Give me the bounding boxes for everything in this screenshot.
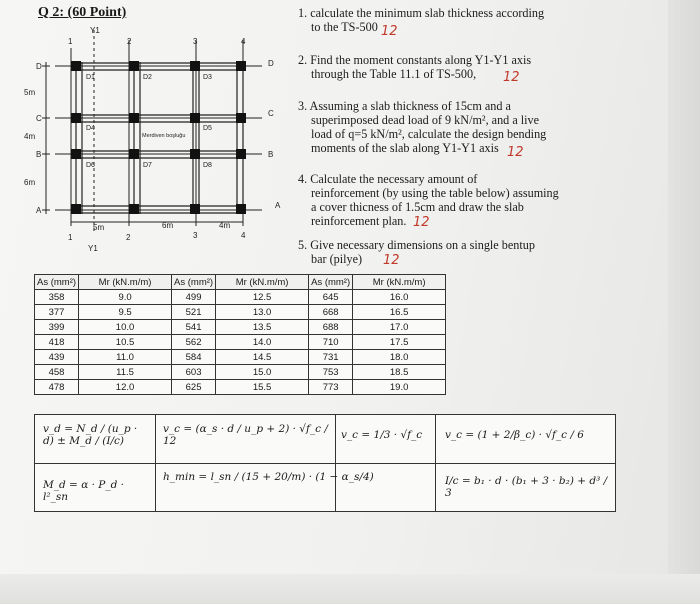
table-cell: 458	[35, 365, 79, 380]
table-cell: 399	[35, 320, 79, 335]
table-cell: 688	[309, 320, 353, 335]
slab-label-d7: D7	[143, 162, 152, 169]
table-header: Mr (kN.m/m)	[353, 275, 446, 290]
question-1-line-2: to the TS-500	[311, 20, 378, 34]
table-cell: 15.5	[216, 380, 309, 395]
axis-label-left-d: D	[36, 62, 42, 71]
table-cell: 603	[172, 365, 216, 380]
axis-label-top-3: 3	[193, 37, 198, 46]
question-title: Q 2: (60 Point)	[38, 5, 127, 20]
slab-label-d5: D5	[203, 125, 212, 132]
table-header: Mr (kN.m/m)	[216, 275, 309, 290]
table-header: As (mm²)	[309, 275, 353, 290]
table-cell: 16.0	[353, 290, 446, 305]
table-cell: 773	[309, 380, 353, 395]
table-header: As (mm²)	[172, 275, 216, 290]
table-cell: 15.0	[216, 365, 309, 380]
question-3-line-4: moments of the slab along Y1-Y1 axis	[311, 141, 499, 155]
table-cell: 12.0	[79, 380, 172, 395]
axis-label-top-y1: Y1	[90, 26, 100, 35]
table-cell: 9.0	[79, 290, 172, 305]
axis-label-bottom-2: 2	[126, 233, 131, 242]
slab-label-d3: D3	[203, 74, 212, 81]
formula-divider	[35, 463, 615, 464]
table-cell: 377	[35, 305, 79, 320]
slab-label-d4: D4	[86, 125, 95, 132]
question-3-line-1: 3. Assuming a slab thickness of 15cm and a	[298, 99, 511, 113]
table-cell: 16.5	[353, 305, 446, 320]
span-label-vertical-3: 6m	[24, 178, 36, 187]
handwritten-mark-2: 12	[503, 70, 520, 85]
slab-label-d8: D8	[203, 162, 212, 169]
formula-ic: I/c = b₁ · d · (b₁ + 3 · b₂) + d³ / 3	[445, 475, 608, 499]
table-row	[35, 305, 446, 320]
span-label-horizontal-1: 5m	[93, 223, 105, 232]
span-label-horizontal-2: 6m	[162, 221, 174, 230]
question-1-line-1: 1. calculate the minimum slab thickness according	[298, 6, 545, 20]
axis-label-right-b: B	[268, 150, 274, 159]
formula-vc-2: v_c = 1/3 · √f_c	[341, 429, 423, 441]
formula-md: M_d = α · P_d · l²_sn	[43, 479, 125, 503]
stairwell-note: Merdiven boşluğu	[142, 133, 186, 139]
table-cell: 18.0	[353, 350, 446, 365]
table-row	[35, 290, 446, 305]
handwritten-mark-4: 12	[413, 215, 430, 230]
question-5-line-2: bar (pilye)	[311, 252, 363, 266]
table-cell: 584	[172, 350, 216, 365]
question-5-line-1: 5. Give necessary dimensions on a single bentup	[298, 238, 535, 252]
slab-label-d1: D1	[86, 74, 95, 81]
question-2	[298, 53, 531, 81]
slab-label-d2: D2	[143, 74, 152, 81]
table-cell: 14.0	[216, 335, 309, 350]
table-cell: 11.5	[79, 365, 172, 380]
axis-label-top-2: 2	[127, 37, 132, 46]
table-cell: 521	[172, 305, 216, 320]
axis-label-left-c: C	[36, 114, 42, 123]
table-cell: 17.5	[353, 335, 446, 350]
table-cell: 19.0	[353, 380, 446, 395]
table-row	[35, 350, 446, 365]
handwritten-mark-3: 12	[507, 145, 524, 160]
slab-label-d6: D6	[86, 162, 95, 169]
table-cell: 358	[35, 290, 79, 305]
table-cell: 562	[172, 335, 216, 350]
question-3-line-2: superimposed dead load of 9 kN/m², and a live	[311, 113, 540, 127]
table-cell: 541	[172, 320, 216, 335]
axis-label-left-a: A	[36, 206, 42, 215]
axis-label-left-b: B	[36, 150, 42, 159]
table-cell: 478	[35, 380, 79, 395]
axis-label-right-d: D	[268, 59, 274, 68]
axis-label-bottom-1: 1	[68, 233, 73, 242]
question-5	[298, 238, 535, 266]
question-4-line-1: 4. Calculate the necessary amount of	[298, 172, 478, 186]
span-label-vertical-2: 4m	[24, 132, 36, 141]
handwritten-mark-5: 12	[383, 253, 400, 268]
formula-vd: v_d = N_d / (u_p · d) ± M_d / (I/c)	[43, 423, 138, 447]
axis-label-top-4: 4	[241, 37, 246, 46]
question-3-line-3: load of q=5 kN/m², calculate the design bending	[311, 127, 547, 141]
table-cell: 668	[309, 305, 353, 320]
table-row	[35, 320, 446, 335]
question-2-line-1: 2. Find the moment constants along Y1-Y1 axis	[298, 53, 532, 67]
question-4-line-3: a cover thicness of 1.5cm and draw the slab	[311, 200, 524, 214]
reinforcement-table	[34, 274, 446, 395]
table-cell: 753	[309, 365, 353, 380]
table-header-row	[35, 275, 446, 290]
formula-box	[34, 414, 616, 512]
formula-vc-1: v_c = (α_s · d / u_p + 2) · √f_c / 12	[163, 423, 328, 447]
table-cell: 499	[172, 290, 216, 305]
axis-label-bottom-y1: Y1	[88, 244, 98, 253]
table-row	[35, 335, 446, 350]
table-row	[35, 380, 446, 395]
question-4-line-2: reinforcement (by using the table below) assuming	[311, 186, 559, 200]
table-cell: 13.0	[216, 305, 309, 320]
handwritten-mark-1: 12	[381, 24, 398, 39]
floor-plan	[0, 0, 300, 262]
formula-hmin: h_min = l_sn / (15 + 20/m) · (1 − α_s/4)	[163, 471, 374, 483]
table-cell: 14.5	[216, 350, 309, 365]
table-header: As (mm²)	[35, 275, 79, 290]
table-header: Mr (kN.m/m)	[79, 275, 172, 290]
table-cell: 10.0	[79, 320, 172, 335]
table-cell: 12.5	[216, 290, 309, 305]
paper-bottom	[0, 574, 700, 604]
axis-label-top-1: 1	[68, 37, 73, 46]
table-cell: 418	[35, 335, 79, 350]
paper-edge	[668, 0, 700, 604]
table-cell: 17.0	[353, 320, 446, 335]
span-label-vertical-1: 5m	[24, 88, 36, 97]
axis-label-bottom-3: 3	[193, 231, 198, 240]
table-cell: 710	[309, 335, 353, 350]
table-cell: 625	[172, 380, 216, 395]
axis-label-right-c: C	[268, 109, 274, 118]
formula-vc-3: v_c = (1 + 2/β_c) · √f_c / 6	[445, 429, 584, 441]
table-cell: 11.0	[79, 350, 172, 365]
table-cell: 13.5	[216, 320, 309, 335]
axis-label-bottom-4: 4	[241, 231, 246, 240]
table-cell: 10.5	[79, 335, 172, 350]
span-label-horizontal-3: 4m	[219, 221, 231, 230]
table-cell: 18.5	[353, 365, 446, 380]
axis-label-right-a: A	[275, 201, 281, 210]
table-cell: 645	[309, 290, 353, 305]
question-2-line-2: through the Table 11.1 of TS-500,	[311, 67, 477, 81]
table-cell: 439	[35, 350, 79, 365]
question-4-line-4: reinforcement plan.	[311, 214, 407, 228]
table-row	[35, 365, 446, 380]
table-cell: 9.5	[79, 305, 172, 320]
table-cell: 731	[309, 350, 353, 365]
question-1	[298, 6, 544, 34]
